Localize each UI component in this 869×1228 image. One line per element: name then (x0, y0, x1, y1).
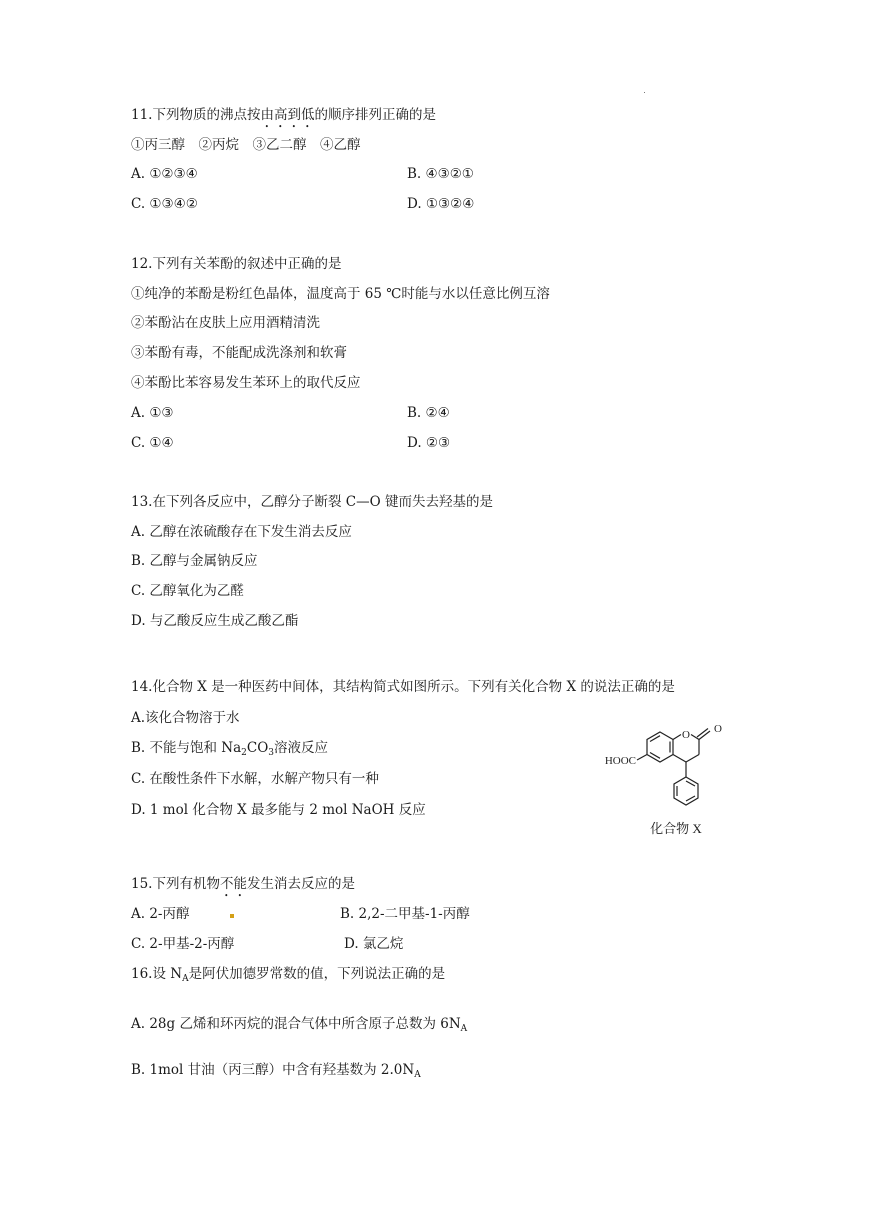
q11-stem-emphasis: 由高到低 (260, 107, 315, 123)
q14-stem: 14.化合物 X 是一种医药中间体，其结构简式如图所示。下列有关化合物 X 的说法正确的是 (131, 679, 675, 695)
q14-option-c: C. 在酸性条件下水解，水解产物只有一种 (131, 771, 379, 787)
q12-statement-3: ③苯酚有毒，不能配成洗涤剂和软膏 (131, 345, 347, 361)
q12-statement-1: ①纯净的苯酚是粉红色晶体，温度高于 65 ℃时能与水以任意比例互溶 (131, 286, 550, 302)
scan-speck (230, 914, 234, 918)
q15-option-b: B. 2,2-二甲基-1-丙醇 (340, 906, 470, 922)
scan-speck (644, 92, 645, 93)
q12-stem: 12.下列有关苯酚的叙述中正确的是 (131, 256, 342, 272)
q11-stem: 11.下列物质的沸点按由高到低的顺序排列正确的是 (131, 107, 436, 123)
carboxyl-group-label: HOOC (604, 755, 636, 767)
q11-option-d: D. ①③②④ (407, 196, 475, 212)
q12-option-b: B. ②④ (407, 405, 450, 421)
q14-option-d: D. 1 mol 化合物 X 最多能与 2 mol NaOH 反应 (131, 802, 426, 818)
compound-x-caption: 化合物 X (650, 821, 702, 836)
q14-option-b: B. 不能与饱和 $Na_2CO_3$溶液反应 (131, 740, 329, 758)
q14-option-a: A.该化合物溶于水 (131, 710, 240, 726)
q13-stem: 13.在下列各反应中，乙醇分子断裂 C—O 键而失去羟基的是 (131, 494, 493, 510)
carbonyl-oxygen-label: O (714, 723, 722, 735)
compound-x-bonds (637, 729, 710, 806)
q11-option-c: C. ①③④② (131, 196, 198, 212)
q12-option-c: C. ①④ (131, 435, 174, 451)
q13-option-d: D. 与乙酸反应生成乙酸乙酯 (131, 613, 299, 629)
q15-stem-emphasis: 不能 (219, 876, 247, 892)
q11-items: ①丙三醇 ②丙烷 ③乙二醇 ④乙醇 (131, 137, 361, 153)
ring-oxygen-label: O (682, 729, 690, 741)
q15-stem: 15.下列有机物不能发生消去反应的是 (131, 876, 355, 892)
q15-option-d: D. 氯乙烷 (344, 936, 404, 952)
q16-option-b: B. 1mol 甘油（丙三醇）中含有羟基数为 $2.0N_A$ (131, 1062, 421, 1080)
q12-statement-2: ②苯酚沾在皮肤上应用酒精清洗 (131, 315, 320, 331)
q13-option-a: A. 乙醇在浓硫酸存在下发生消去反应 (131, 524, 352, 540)
q11-option-a: A. ①②③④ (131, 166, 198, 182)
q12-option-d: D. ②③ (407, 435, 451, 451)
q11-option-b: B. ④③②① (407, 166, 474, 182)
q16-option-a: A. 28g 乙烯和环丙烷的混合气体中所含原子总数为 $6N_A$ (131, 1016, 468, 1034)
q16-stem: 16.设 $N_A$是阿伏加德罗常数的值，下列说法正确的是 (131, 966, 446, 984)
q12-statement-4: ④苯酚比苯容易发生苯环上的取代反应 (131, 375, 361, 391)
compound-x-structure (588, 712, 748, 842)
q13-option-c: C. 乙醇氧化为乙醛 (131, 583, 244, 599)
q15-option-c: C. 2-甲基-2-丙醇 (131, 936, 235, 952)
q12-option-a: A. ①③ (131, 405, 174, 421)
q13-option-b: B. 乙醇与金属钠反应 (131, 553, 258, 569)
q15-option-a: A. 2-丙醇 (131, 906, 190, 922)
